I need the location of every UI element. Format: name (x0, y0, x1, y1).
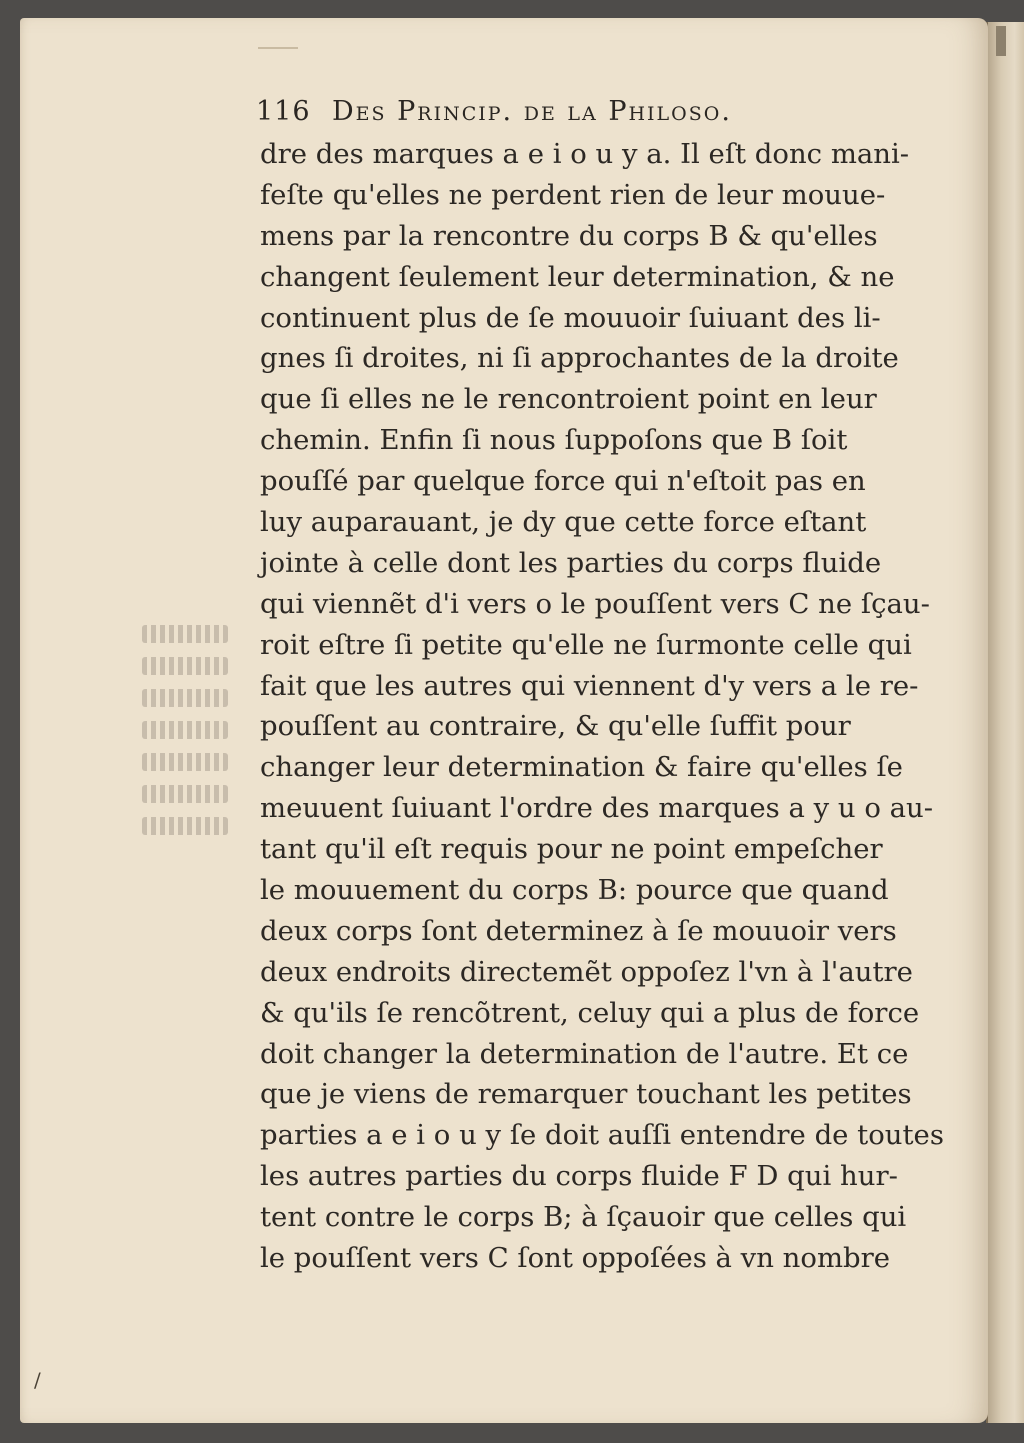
bleed-line (142, 785, 228, 803)
text-line: jointe à celle dont les parties du corps fluide (260, 546, 882, 579)
page-header (256, 96, 936, 136)
text-line: le pouſſent vers C ſont oppoſées à vn nombre (260, 1242, 891, 1275)
text-line: dre des marques a e i o u y a. Il eſt donc mani- (260, 138, 910, 170)
text-line: & qu'ils ſe rencõtrent, celuy qui a plus de force (260, 996, 920, 1029)
bleed-line (142, 689, 228, 707)
bleed-line (142, 817, 228, 835)
text-line: gnes ſi droites, ni ſi approchantes de la droite (260, 342, 899, 375)
text-line: tant qu'il eſt requis pour ne point empeſcher (260, 833, 883, 866)
text-line: deux corps ſont determinez à ſe mouuoir vers (260, 914, 897, 947)
text-line: que je viens de remarquer touchant les petites (260, 1078, 912, 1111)
bleed-line (142, 753, 228, 771)
text-line: roit eſtre ſi petite qu'elle ne ſurmonte celle qui (260, 628, 912, 661)
text-line: pouſſent au contraire, & qu'elle ſuffit pour (260, 710, 851, 743)
text-line: le mouuement du corps B: pource que quand (260, 874, 889, 907)
bleed-line (142, 625, 228, 643)
text-line: doit changer la determination de l'autre. Et ce (260, 1037, 909, 1070)
text-line: changent ſeulement leur determination, & ne (260, 260, 895, 293)
text-line: mens par la rencontre du corps B & qu'elles (260, 219, 878, 252)
next-page-edge (986, 22, 1024, 1423)
text-line: continuent plus de ſe mouuoir ſuiuant des li- (260, 301, 881, 334)
text-line: feſte qu'elles ne perdent rien de leur mouue- (260, 178, 886, 211)
text-line: les autres parties du corps fluide F D qui hur- (260, 1160, 898, 1193)
text-line: que ſi elles ne le rencontroient point en leur (260, 383, 877, 416)
text-line: pouſſé par quelque force qui n'eſtoit pas en (260, 465, 866, 498)
text-line: fait que les autres qui viennent d'y vers a le re- (260, 669, 919, 702)
bleed-line (142, 657, 228, 675)
text-line: changer leur determination & faire qu'elles ſe (260, 751, 903, 784)
binding-strip (996, 26, 1006, 56)
running-title: Des Princip. de la Philoso. (332, 96, 732, 127)
text-line: qui viennẽt d'i vers o le pouſſent vers C ne ſçau- (260, 587, 930, 620)
body-text (260, 134, 944, 1279)
page-number: 116 (256, 96, 311, 127)
text-line: meuuent ſuiuant l'ordre des marques a y u o au- (260, 792, 934, 825)
text-line: luy auparauant, je dy que cette force eſtant (260, 506, 867, 539)
text-line: chemin. Enfin ſi nous ſuppoſons que B ſoit (260, 424, 848, 457)
text-line: deux endroits directemẽt oppoſez l'vn à l'autre (260, 955, 913, 988)
margin-mark: / (34, 1368, 41, 1392)
bleed-line (142, 721, 228, 739)
bleed-through-marginalia (142, 625, 228, 855)
top-rule (258, 47, 298, 49)
text-line: parties a e i o u y ſe doit auſſi entendre de toutes (260, 1119, 944, 1152)
text-line: tent contre le corps B; à ſçauoir que celles qui (260, 1201, 907, 1234)
